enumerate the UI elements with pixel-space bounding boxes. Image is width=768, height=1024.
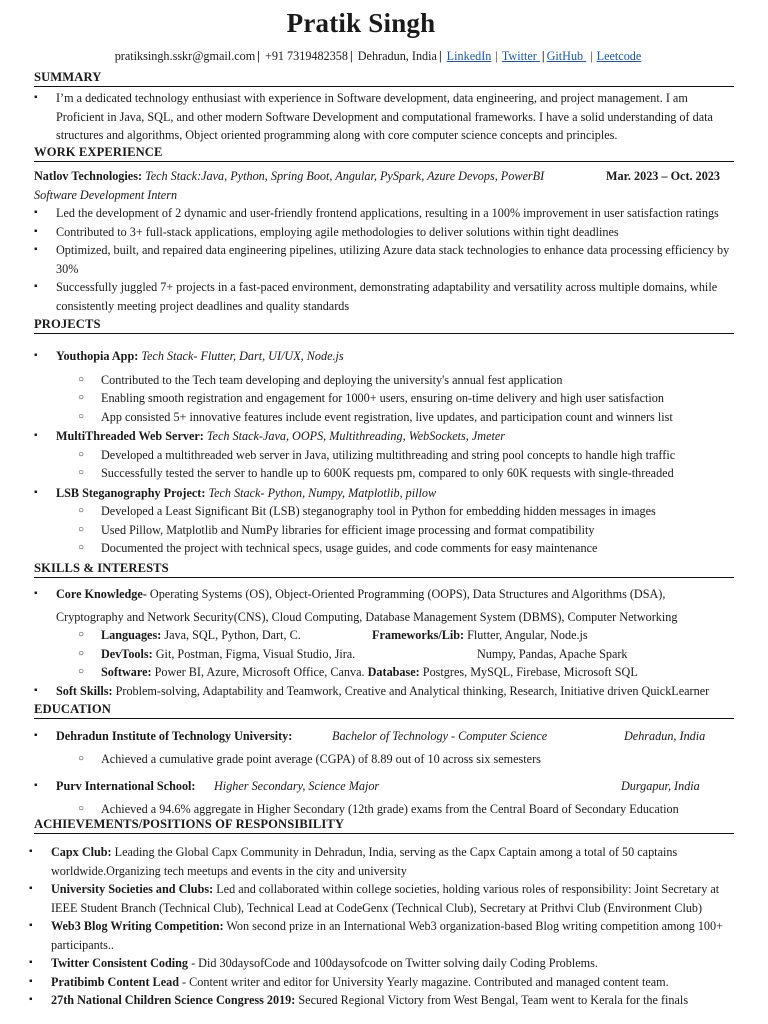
languages-label: Languages:: [101, 628, 162, 642]
achievement-text: - Did 30daysofCode and 100daysofcode on Twitter solving daily Coding Problems.: [188, 956, 598, 970]
achievement-text: Leading the Global Capx Community in Dehradun, India, serving as the Capx Captain among a total of 50 captains worldwide.Organizing tech meetups and events in the city and university: [51, 845, 678, 878]
achievement-label: Web3 Blog Writing Competition:: [51, 919, 224, 933]
project-point: ○ Used Pillow, Matplotlib and NumPy libraries for efficient image processing and format compatibility: [34, 521, 734, 540]
separator: |: [590, 49, 593, 63]
database-text: Postgres, MySQL, Firebase, Microsoft SQL: [419, 665, 638, 679]
languages-text: Java, SQL, Python, Dart, C.: [161, 628, 301, 642]
achievement-label: Pratibimb Content Lead: [51, 974, 179, 989]
achievement-label: Capx Club:: [51, 845, 112, 859]
projects-section: [34, 347, 734, 558]
project-stack: Tech Stack- Flutter, Dart, UI/UX, Node.js: [141, 349, 344, 363]
education-section: [34, 727, 734, 818]
project-point: ○ Successfully tested the server to handle up to 600K requests pm, compared to only 60K requests with single-threaded: [34, 464, 734, 483]
software-label: Software:: [101, 665, 152, 679]
achievement-text: Secured Regional Victory from West Bengal, Team went to Kerala for the finals: [295, 993, 689, 1007]
achievement-label: University Societies and Clubs:: [51, 882, 214, 896]
project-stack: Tech Stack- Python, Numpy, Matplotlib, pillow: [208, 485, 437, 500]
summary-heading: SUMMARY: [34, 69, 734, 87]
achievement-label: Twitter Consistent Coding: [51, 956, 189, 970]
separator: |: [350, 49, 353, 63]
project-point: ○ Contributed to the Tech team developing and deploying the university's annual fest application: [34, 371, 734, 390]
job-role: Software Development Intern: [34, 187, 178, 202]
contact-line: [0, 47, 756, 65]
email-text: pratiksingh.sskr@gmail.com: [114, 49, 256, 63]
core-text: Operating Systems (OS), Object-Oriented Programming (OOPS), Data Structures and Algorithms (DSA),: [146, 587, 666, 601]
project-name: Youthopia App:: [56, 349, 139, 363]
skills-heading: SKILLS & INTERESTS: [34, 560, 734, 578]
skill-row-languages: [34, 626, 734, 645]
achievement-text: - Content writer and editor for University Yearly magazine. Contributed and managed content team.: [178, 974, 669, 989]
achievement-item: [34, 973, 734, 992]
achievement-item: [34, 843, 734, 880]
school-location: Dehradun, India: [624, 729, 706, 743]
core-label: Core Knowledge-: [56, 587, 147, 601]
twitter-link[interactable]: Twitter: [501, 49, 540, 63]
school-location: Durgapur, India: [621, 779, 700, 793]
separator: |: [438, 49, 442, 63]
project-item: [34, 484, 734, 503]
location-text: Dehradun, India: [357, 49, 437, 63]
project-name: LSB Steganography Project:: [56, 485, 206, 500]
achievement-text: Led and collaborated within college societies, holding various roles of responsibility: Joint Secretary at IEEE Student Branch (Technical Club), Technical Lead at CodeGenx (Technical Club), Secretary at Prithvi Club (Environment Club): [51, 882, 720, 915]
achievement-item: [34, 991, 734, 1010]
project-point: ○ Documented the project with technical specs, usage guides, and code comments for easy maintenance: [34, 539, 734, 558]
skill-row-software: [34, 663, 734, 682]
separator: |: [257, 49, 260, 63]
core-text-2: Cryptography and Network Security(CNS), Cloud Computing, Database Management System (DBMS), Computer Networking: [56, 609, 678, 624]
project-item: [34, 427, 734, 446]
soft-label: Soft Skills:: [56, 683, 113, 698]
skill-row-devtools: [34, 645, 734, 664]
job-header: [34, 167, 734, 186]
degree-text: Higher Secondary, Science Major: [214, 779, 380, 793]
company-name: Natlov Technologies:: [34, 169, 143, 183]
achievement-item: [34, 954, 734, 973]
project-stack: Tech Stack-Java, OOPS, Multithreading, WebSockets, Jmeter: [206, 429, 506, 443]
project-point: ○ App consisted 5+ innovative features include event registration, live updates, and participation count and winners list: [34, 408, 734, 427]
candidate-name: Pratik Singh: [286, 8, 436, 38]
job-bullet: ▪ Successfully juggled 7+ projects in a fast-paced environment, demonstrating adaptability and versatility across multiple domains, while consistently meeting project deadlines and quality standards: [34, 278, 734, 315]
work-section: [34, 167, 734, 315]
software-text: Power BI, Azure, Microsoft Office, Canva.: [151, 665, 368, 679]
soft-skills: [34, 682, 734, 701]
school-name: Dehradun Institute of Technology University:: [56, 729, 293, 743]
soft-text: Problem-solving, Adaptability and Teamwork, Creative and Analytical thinking, Research, Initiative driven QuickLearner: [112, 683, 710, 698]
education-point: ○ Achieved a cumulative grade point average (CGPA) of 8.89 out of 10 across six semesters: [34, 750, 734, 769]
job-bullet: ▪ Led the development of 2 dynamic and user-friendly frontend applications, resulting in a 100% improvement in user satisfaction ratings: [34, 204, 734, 223]
devtools-text: Git, Postman, Figma, Visual Studio, Jira.: [152, 646, 356, 661]
project-point: ○ Developed a multithreaded web server in Java, utilizing multithreading and string pool concepts to handle high traffic: [34, 446, 734, 465]
achievements-section: [34, 843, 734, 1010]
achievement-item: [34, 917, 734, 954]
frameworks-text: Flutter, Angular, Node.js: [464, 628, 588, 642]
separator: |: [495, 49, 498, 63]
core-text-continued: [34, 608, 734, 627]
linkedin-link[interactable]: LinkedIn: [446, 49, 492, 63]
core-knowledge: [34, 585, 734, 604]
phone-text: +91 7319482358: [264, 49, 348, 63]
achievement-label: 27th National Children Science Congress 2019:: [51, 993, 296, 1007]
job-bullet: ▪ Optimized, built, and repaired data engineering pipelines, utilizing Azure data stack technologies to enhance data processing efficiency by 30%: [34, 241, 734, 278]
summary-section: [34, 89, 734, 145]
frameworks-label: Frameworks/Lib:: [372, 628, 465, 642]
skills-section: [34, 585, 734, 700]
leetcode-link[interactable]: Leetcode: [596, 49, 642, 63]
education-heading: EDUCATION: [34, 701, 734, 719]
devtools-right-text: Numpy, Pandas, Apache Spark: [477, 646, 628, 661]
education-item: [34, 777, 734, 796]
database-label: Database:: [367, 665, 420, 679]
project-point: ○ Developed a Least Significant Bit (LSB) steganography tool in Python for embedding hidden messages in images: [34, 502, 734, 521]
job-bullet: ▪ Contributed to 3+ full-stack applications, employing agile methodologies to deliver solutions within tight deadlines: [34, 223, 734, 242]
project-name: MultiThreaded Web Server:: [56, 429, 204, 443]
education-point: ○ Achieved a 94.6% aggregate in Higher Secondary (12th grade) exams from the Central Board of Secondary Education: [34, 800, 734, 819]
project-item: [34, 347, 734, 366]
education-item: [34, 727, 734, 746]
separator: |: [541, 49, 545, 63]
job-stack: Tech Stack:Java, Python, Spring Boot, Angular, PySpark, Azure Devops, PowerBI: [145, 169, 545, 183]
devtools-label: DevTools:: [101, 646, 153, 661]
projects-heading: PROJECTS: [34, 316, 734, 334]
summary-text: ▪ I’m a dedicated technology enthusiast with experience in Software development, data engineering, and project management. I am Proficient in Java, SQL, and other modern Software Development and computational frameworks. I have a solid understanding of data structures and algorithms, Object oriented programming along with core computer science concepts and principles.: [34, 89, 734, 145]
github-link[interactable]: GitHub: [546, 49, 587, 63]
degree-text: Bachelor of Technology - Computer Science: [332, 729, 548, 743]
achievement-item: [34, 880, 734, 917]
achievement-text: Won second prize in an International Web3 organization-based Blog writing competition among 100+ participants..: [51, 919, 723, 952]
school-name: Purv International School:: [56, 779, 196, 793]
work-heading: WORK EXPERIENCE: [34, 144, 734, 162]
project-point: ○ Enabling smooth registration and engagement for 1000+ users, ensuring on-time delivery and high user satisfaction: [34, 389, 734, 408]
frameworks-group: [372, 626, 588, 645]
achievements-heading: ACHIEVEMENTS/POSITIONS OF RESPONSIBILITY: [34, 816, 734, 834]
job-dates: Mar. 2023 – Oct. 2023: [606, 169, 720, 183]
